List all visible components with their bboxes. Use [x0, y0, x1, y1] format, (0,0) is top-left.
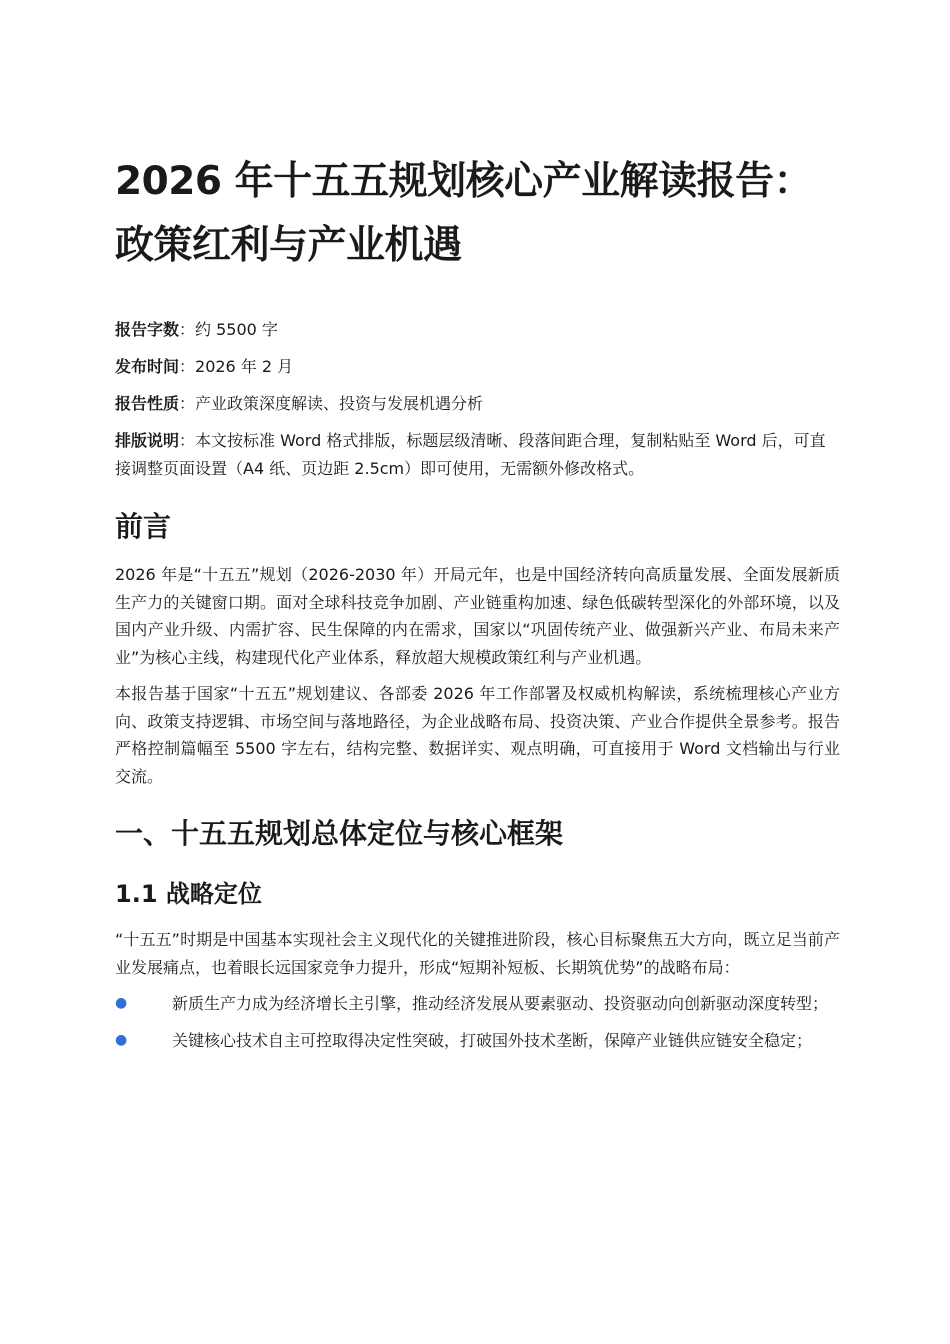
- strategy-bullet-list: [115, 990, 840, 1054]
- section-1-1-heading: 1.1 战略定位: [115, 880, 262, 908]
- list-item: [115, 990, 840, 1018]
- meta-value: ：2026 年 2 月: [179, 357, 294, 376]
- meta-key: 报告性质: [115, 394, 180, 413]
- meta-key: 排版说明: [115, 431, 180, 450]
- section-1-1-intro: “十五五”时期是中国基本实现社会主义现代化的关键推进阶段，核心目标聚焦五大方向，既立足当前产业发展痛点，也着眼长远国家竞争力提升，形成“短期补短板、长期筑优势”的战略布局：: [115, 930, 840, 977]
- title-line-2: 政策红利与产业机遇: [115, 223, 462, 268]
- preface-heading: 前言: [115, 510, 172, 543]
- meta-key: 发布时间: [115, 357, 180, 376]
- preface-paragraph: 2026 年是“十五五”规划（2026-2030 年）开局元年，也是中国经济转向高质量发展、全面发展新质生产力的关键窗口期。面对全球科技竞争加剧、产业链重构加速、绿色低碳转型深化的外部环境，以及国内产业升级、内需扩容、民生保障的内在需求，国家以“巩固传统产业、做强新兴产业、布局未来产业”为核心主线，构建现代化产业体系，释放超大规模政策红利与产业机遇。: [115, 565, 840, 667]
- bullet-dot-icon: ●: [115, 1031, 128, 1048]
- bullet-dot-icon: ●: [115, 995, 128, 1011]
- meta-publish-date: [115, 353, 840, 381]
- meta-report-nature: [115, 390, 840, 418]
- meta-value: ：产业政策深度解读、投资与发展机遇分析: [179, 394, 484, 413]
- list-item-text: 关键核心技术自主可控取得决定性突破，打破国外技术垄断，保障产业链供应链安全稳定；: [172, 1030, 813, 1050]
- report-meta: [115, 316, 840, 483]
- meta-layout-note: [115, 427, 840, 483]
- list-item-text: 新质生产力成为经济增长主引擎，推动经济发展从要素驱动、投资驱动向创新驱动深度转型；: [172, 994, 829, 1013]
- document-title: [115, 150, 840, 278]
- meta-word-count: [115, 316, 840, 344]
- meta-key: 报告字数: [115, 320, 180, 339]
- meta-value: ：本文按标准 Word 格式排版，标题层级清晰、段落间距合理，复制粘贴至 Word 后，可直接调整页面设置（A4 纸、页边距 2.5cm）即可使用，无需额外修改格式。: [115, 431, 826, 478]
- meta-value: ：约 5500 字: [179, 320, 278, 339]
- title-line-1: 2026 年十五五规划核心产业解读报告：: [115, 159, 813, 204]
- list-item: [115, 1027, 840, 1055]
- section-1-heading: 一、十五五规划总体定位与核心框架: [115, 817, 564, 850]
- preface-paragraph: 本报告基于国家“十五五”规划建议、各部委 2026 年工作部署及权威机构解读，系统梳理核心产业方向、政策支持逻辑、市场空间与落地路径，为企业战略布局、投资决策、产业合作提供全景参考。报告严格控制篇幅至 5500 字左右，结构完整、数据详实、观点明确，可直接用于 Word 文档输出与行业交流。: [115, 684, 840, 786]
- document-page: [115, 150, 840, 1063]
